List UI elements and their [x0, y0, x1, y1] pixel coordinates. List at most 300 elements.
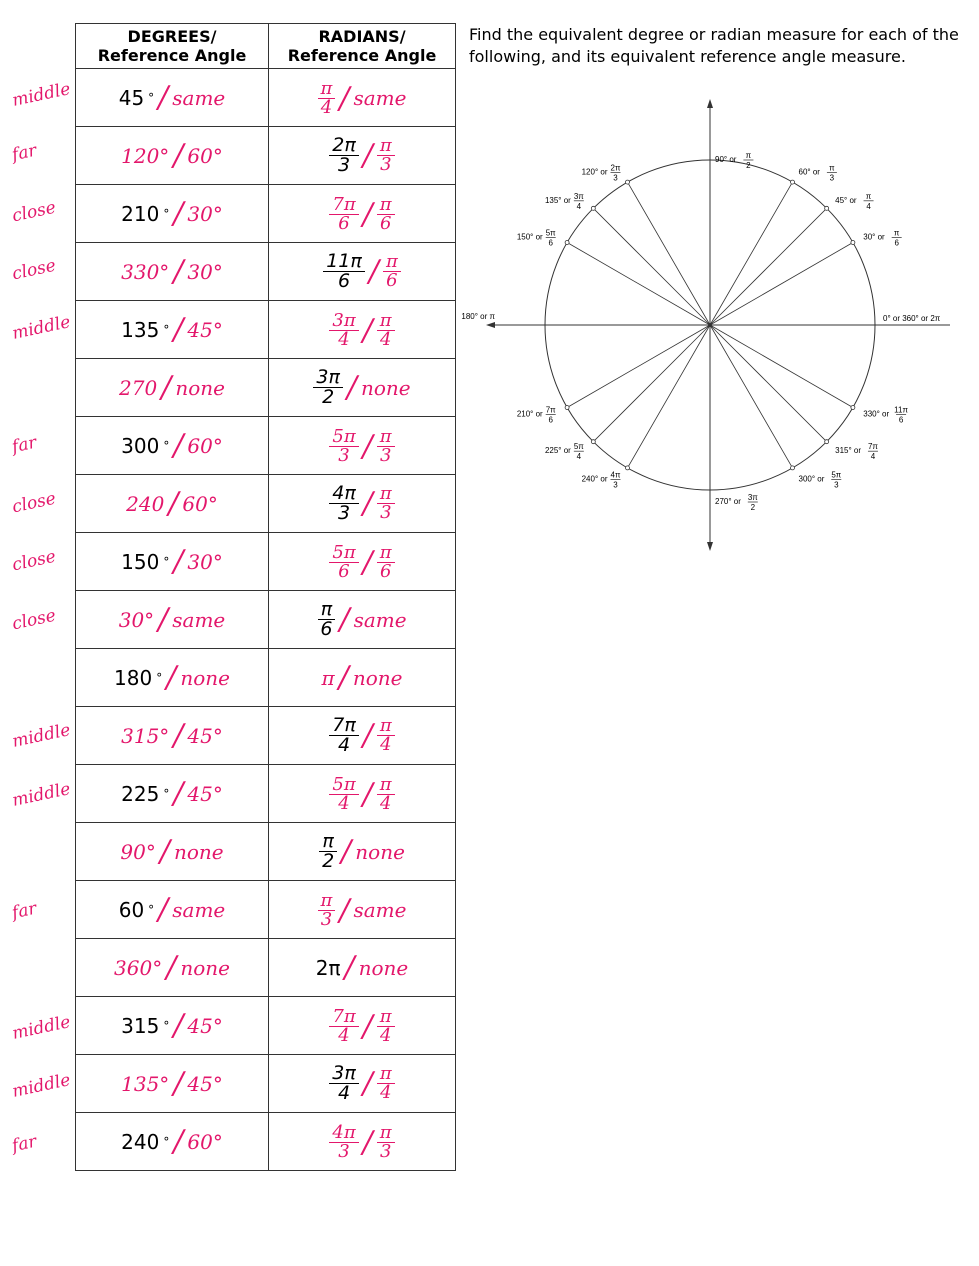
radians-answer [329, 136, 394, 175]
degree-value: 120° [121, 143, 170, 168]
angle-point [825, 440, 829, 444]
fraction-denominator: 4 [379, 328, 392, 350]
margin-note: close [10, 605, 58, 635]
fraction-numerator: 3π [329, 312, 358, 331]
table-row [76, 707, 456, 765]
angle-point [626, 180, 630, 184]
fraction [377, 193, 395, 234]
slash-separator: / [362, 312, 373, 348]
table-row [76, 243, 456, 301]
degrees-cell [76, 417, 269, 475]
degree-value: 60 [118, 897, 145, 922]
fraction [377, 1065, 395, 1102]
angle-label: 300° or [798, 474, 825, 484]
angle-label-numerator: π [829, 163, 835, 173]
degrees-answer [121, 254, 223, 289]
radians-cell [269, 939, 456, 997]
angle-label: 240° or [581, 474, 608, 484]
fraction-numerator: 11π [323, 252, 365, 272]
radians-answer [313, 368, 410, 407]
fraction [329, 1121, 358, 1162]
fraction-numerator: 4π [329, 1124, 358, 1143]
fraction-denominator: 6 [379, 560, 392, 582]
fraction-numerator: 5π [329, 428, 358, 447]
radians-answer [317, 600, 406, 639]
margin-note: close [10, 197, 58, 226]
radians-cell [269, 1055, 456, 1113]
fraction-denominator: 3 [337, 154, 351, 176]
degrees-cell [76, 591, 269, 649]
slash-separator: / [362, 544, 373, 580]
slash-separator: / [339, 892, 350, 928]
radians-answer [329, 1121, 394, 1162]
angle-label-denominator: 4 [576, 452, 582, 462]
margin-note: middle [10, 778, 73, 811]
radian-value: 2π [315, 955, 341, 980]
slash-separator: / [173, 718, 184, 753]
degree-reference-angle: 45° [187, 1013, 223, 1038]
slash-separator: / [173, 544, 184, 579]
angle-label-denominator: 4 [866, 201, 871, 211]
radians-cell [269, 243, 456, 301]
angle-label-numerator: 7π [545, 405, 556, 415]
radian-reference-angle: none [361, 375, 411, 400]
slash-separator: / [341, 834, 352, 869]
slash-separator: / [362, 486, 373, 521]
radians-answer [323, 252, 401, 291]
fraction [377, 1121, 395, 1162]
fraction [329, 193, 358, 234]
degrees-answer [121, 196, 223, 231]
table-row [76, 939, 456, 997]
y-axis-bottom-arrow [707, 542, 713, 551]
table-row [76, 997, 456, 1055]
x-axis-left-arrow [486, 322, 495, 328]
table-row [76, 301, 456, 359]
angle-label-numerator: 4π [610, 470, 621, 480]
angle-point [851, 241, 855, 245]
angle-label-denominator: 4 [576, 201, 582, 211]
fraction-denominator: 3 [337, 502, 351, 524]
degrees-answer [119, 80, 226, 115]
radians-cell [269, 417, 456, 475]
fraction-numerator: 5π [329, 544, 358, 563]
radians-column-header [269, 24, 456, 69]
degrees-answer [114, 950, 230, 985]
radians-answer [318, 889, 407, 930]
slash-separator: / [338, 660, 349, 695]
slash-separator: / [159, 834, 170, 869]
degrees-answer [119, 892, 226, 927]
degrees-cell [76, 185, 269, 243]
fraction-numerator: π [377, 137, 395, 156]
degrees-cell [76, 707, 269, 765]
degrees-answer [121, 776, 223, 811]
fraction-numerator: 3π [329, 1064, 359, 1084]
table-row [76, 533, 456, 591]
degree-symbol: ° [163, 322, 170, 337]
fraction [329, 773, 358, 814]
slash-separator: / [158, 602, 169, 637]
margin-note: middle [10, 1070, 73, 1102]
angle-label-numerator: 3π [747, 493, 758, 502]
fraction-denominator: 4 [380, 734, 392, 755]
radian-value: π [321, 665, 335, 690]
table-row [76, 1113, 456, 1171]
degree-value: 30° [118, 607, 155, 632]
angle-label: 330° or [863, 409, 890, 419]
fraction [329, 541, 358, 582]
fraction-numerator: 3π [313, 368, 343, 388]
degrees-answer [121, 718, 223, 753]
angle-label: 30° or [863, 232, 885, 242]
radians-cell [269, 591, 456, 649]
angle-label-numerator: 5π [573, 442, 584, 452]
degrees-cell [76, 997, 269, 1055]
degree-value: 135° [121, 1071, 170, 1096]
degrees-cell [76, 243, 269, 301]
fraction [329, 136, 359, 175]
fraction [377, 717, 395, 754]
degrees-answer [120, 834, 223, 869]
fraction [318, 889, 336, 930]
angle-point [565, 406, 569, 410]
degrees-cell [76, 823, 269, 881]
table-row [76, 359, 456, 417]
degrees-cell [76, 1055, 269, 1113]
slash-separator: / [339, 602, 350, 637]
table-row [76, 881, 456, 939]
angle-point [791, 466, 795, 470]
fraction-denominator: 4 [379, 1024, 392, 1046]
fraction [318, 77, 336, 118]
fraction-denominator: 3 [380, 154, 392, 175]
slash-separator: / [344, 950, 355, 985]
degree-reference-angle: 30° [187, 201, 223, 226]
radians-answer [329, 425, 394, 466]
slash-separator: / [161, 370, 172, 405]
fraction-numerator: π [377, 428, 395, 447]
fraction [377, 541, 395, 582]
degrees-answer [114, 660, 230, 695]
degree-reference-angle: 30° [187, 549, 223, 574]
fraction-denominator: 4 [337, 1082, 351, 1104]
slash-separator: / [339, 80, 350, 116]
margin-note: close [10, 255, 58, 285]
slash-separator: / [368, 254, 379, 289]
degrees-answer [121, 1066, 223, 1101]
fraction-denominator: 4 [337, 734, 351, 756]
radians-answer [319, 832, 405, 871]
radians-header-line1: RADIANS/ [318, 27, 406, 46]
degree-value: 315° [121, 723, 170, 748]
radians-answer [322, 660, 403, 695]
unit-circle-diagram [461, 95, 960, 555]
degrees-cell [76, 1113, 269, 1171]
angle-label: 270° or [715, 497, 741, 506]
radian-reference-angle: same [353, 86, 407, 110]
fraction [313, 368, 343, 407]
fraction-numerator: π [377, 1124, 395, 1143]
fraction [329, 309, 358, 350]
angle-ray [710, 325, 827, 442]
angle-point [565, 241, 569, 245]
slash-separator: / [168, 486, 179, 521]
angle-point [791, 180, 795, 184]
degree-reference-angle: same [172, 607, 226, 632]
degrees-cell [76, 475, 269, 533]
angle-label-numerator: π [865, 191, 872, 201]
angle-label-denominator: 6 [548, 415, 553, 425]
angle-point [851, 406, 855, 410]
degree-reference-angle: 45° [187, 781, 223, 806]
angle-ray [593, 208, 710, 325]
angle-ray [710, 243, 853, 326]
degree-value: 315 [121, 1013, 160, 1038]
table-row [76, 1055, 456, 1113]
degrees-answer [126, 486, 218, 521]
fraction-denominator: 2 [322, 850, 335, 872]
margin-note: far [10, 140, 39, 166]
fraction-numerator: π [377, 312, 395, 331]
slash-separator: / [173, 196, 184, 231]
table-row [76, 765, 456, 823]
radians-answer [329, 1064, 394, 1103]
angle-label-denominator: 3 [613, 173, 618, 183]
angle-ray [710, 182, 793, 325]
radians-cell [269, 475, 456, 533]
fraction [383, 253, 401, 290]
angle-label: 0° or 360° or 2π [883, 314, 941, 323]
angle-label-denominator: 2 [750, 503, 756, 512]
radians-cell [269, 881, 456, 939]
slash-separator: / [173, 1066, 184, 1101]
fraction [329, 425, 358, 466]
angle-label-denominator: 3 [834, 480, 839, 490]
fraction-numerator: 5π [329, 776, 358, 795]
fraction-numerator: 7π [329, 1008, 358, 1027]
degree-value: 300 [121, 433, 160, 458]
degree-reference-angle: 60° [182, 491, 218, 516]
slash-separator: / [173, 1124, 184, 1159]
fraction-denominator: 4 [379, 792, 392, 814]
radians-cell [269, 823, 456, 881]
degree-value: 90° [120, 839, 156, 864]
radians-cell [269, 1113, 456, 1171]
slash-separator: / [166, 660, 177, 695]
fraction-numerator: π [377, 485, 395, 504]
table-row [76, 127, 456, 185]
degree-symbol: ° [163, 1018, 170, 1033]
slash-separator: / [362, 718, 373, 753]
margin-note: close [10, 547, 58, 576]
degree-reference-angle: none [180, 955, 230, 980]
degrees-cell [76, 127, 269, 185]
angle-label-denominator: 2 [746, 161, 751, 170]
fraction-denominator: 3 [320, 908, 333, 930]
slash-separator: / [362, 428, 373, 464]
fraction-numerator: 4π [329, 484, 359, 504]
radian-reference-angle: none [352, 665, 403, 690]
fraction-denominator: 6 [337, 270, 351, 292]
angle-label: 210° or [516, 409, 543, 419]
radian-reference-angle: none [358, 955, 409, 980]
degrees-answer [121, 428, 223, 463]
angle-label-numerator: π [893, 228, 900, 238]
angle-label: 180° or π [461, 312, 495, 321]
angle-label-denominator: 6 [548, 238, 553, 248]
angle-point [591, 440, 595, 444]
margin-note: middle [10, 720, 73, 753]
radian-reference-angle: none [355, 839, 405, 864]
degrees-cell [76, 359, 269, 417]
angle-label-denominator: 3 [829, 173, 835, 183]
degree-reference-angle: 45° [187, 1071, 223, 1096]
fraction [329, 1005, 358, 1046]
fraction-numerator: π [318, 892, 336, 911]
fraction [319, 832, 337, 871]
fraction [317, 600, 335, 639]
degree-reference-angle: none [175, 375, 225, 400]
degree-value: 240 [121, 1129, 160, 1154]
fraction [377, 485, 395, 522]
degree-symbol: ° [163, 554, 170, 569]
fraction-denominator: 3 [380, 502, 392, 523]
radians-answer [329, 309, 394, 350]
table-row [76, 417, 456, 475]
degrees-cell [76, 69, 269, 127]
radians-answer [329, 1005, 394, 1046]
degrees-header-line2: Reference Angle [97, 46, 247, 65]
slash-separator: / [173, 1008, 184, 1043]
fraction-denominator: 3 [379, 1140, 392, 1162]
degree-reference-angle: same [172, 897, 226, 922]
fraction-denominator: 6 [338, 212, 350, 234]
slash-separator: / [173, 312, 184, 347]
degree-reference-angle: 60° [187, 433, 223, 458]
fraction [377, 309, 395, 350]
degrees-answer [119, 370, 225, 405]
degree-reference-angle: same [172, 85, 226, 110]
degree-reference-angle: 60° [187, 143, 223, 168]
angle-point [591, 206, 595, 210]
degrees-answer [121, 1124, 223, 1159]
degrees-cell [76, 939, 269, 997]
radians-cell [269, 301, 456, 359]
degree-value: 270 [119, 375, 158, 400]
fraction [329, 1064, 359, 1103]
angle-label: 315° or [835, 446, 862, 456]
fraction-denominator: 4 [380, 1082, 392, 1103]
table-header-row [76, 24, 456, 69]
degree-value: 360° [114, 955, 163, 980]
slash-separator: / [166, 950, 177, 985]
slash-separator: / [362, 196, 373, 232]
margin-note: middle [10, 1011, 73, 1044]
degree-value: 150 [121, 549, 160, 574]
angle-point [626, 466, 630, 470]
angle-label-denominator: 3 [613, 480, 618, 490]
angle-ray [710, 325, 793, 468]
degree-value: 135 [121, 317, 160, 342]
angle-ray [567, 325, 710, 408]
radians-answer [316, 950, 409, 985]
fraction-numerator: π [377, 196, 395, 215]
table-row [76, 185, 456, 243]
radians-answer [329, 541, 394, 582]
angle-label: 120° or [581, 167, 608, 177]
radian-reference-angle: same [353, 607, 407, 632]
angle-label-denominator: 6 [898, 415, 904, 425]
angle-ray [628, 325, 711, 468]
angle-label: 45° or [835, 195, 857, 205]
fraction-numerator: π [377, 544, 395, 563]
table-row [76, 475, 456, 533]
radians-answer [318, 77, 407, 118]
degrees-cell [76, 533, 269, 591]
radians-answer [329, 773, 394, 814]
radians-cell [269, 533, 456, 591]
degree-value: 225 [121, 781, 160, 806]
fraction [323, 252, 365, 291]
slash-separator: / [173, 776, 184, 811]
fraction [329, 716, 359, 755]
degree-reference-angle: none [180, 665, 230, 690]
degrees-answer [121, 544, 223, 579]
fraction-numerator: π [318, 600, 335, 620]
degrees-answer [121, 312, 223, 347]
fraction-numerator: π [377, 717, 395, 736]
table-row [76, 649, 456, 707]
fraction-numerator: 2π [329, 136, 359, 156]
degree-value: 45 [118, 85, 145, 110]
margin-note: middle [10, 312, 73, 345]
radians-header-line2: Reference Angle [287, 46, 437, 65]
degrees-cell [76, 649, 269, 707]
slash-separator: / [362, 1008, 373, 1044]
slash-separator: / [362, 1124, 373, 1160]
angle-label-numerator: 3π [573, 191, 584, 201]
slash-separator: / [173, 428, 184, 463]
margin-note: far [10, 1132, 39, 1157]
fraction [377, 773, 395, 814]
fraction [329, 484, 359, 523]
degree-reference-angle: 30° [187, 259, 223, 284]
angle-label-numerator: 5π [545, 228, 556, 238]
angle-label-denominator: 4 [870, 452, 876, 462]
fraction [377, 425, 395, 466]
angle-label: 225° or [544, 446, 571, 456]
angle-label-denominator: 6 [894, 238, 899, 248]
fraction-numerator: π [377, 1065, 395, 1084]
angle-label-numerator: 7π [867, 442, 878, 452]
angle-label-numerator: 2π [610, 163, 621, 173]
degree-reference-angle: none [173, 839, 224, 864]
slash-separator: / [158, 80, 169, 115]
degrees-header-line1: DEGREES/ [127, 27, 217, 46]
fraction-denominator: 3 [338, 444, 350, 466]
margin-note: far [10, 432, 39, 458]
radians-answer [329, 484, 394, 523]
angle-ray [710, 208, 827, 325]
fraction [377, 1005, 395, 1046]
degrees-answer [121, 1008, 223, 1043]
fraction-numerator: 7π [329, 196, 358, 215]
slash-separator: / [362, 776, 373, 812]
radians-cell [269, 707, 456, 765]
radians-cell [269, 765, 456, 823]
degree-symbol: ° [163, 1134, 170, 1149]
